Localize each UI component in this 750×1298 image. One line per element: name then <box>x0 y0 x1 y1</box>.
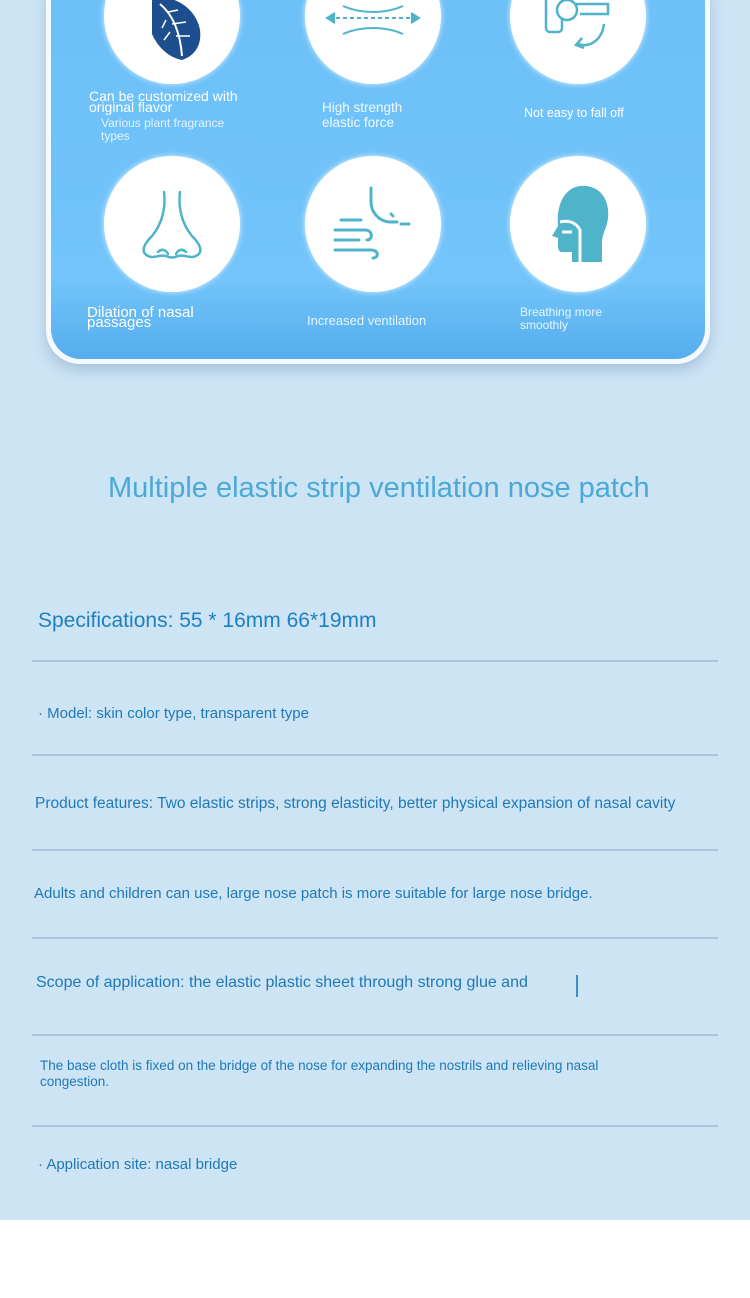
feature-title: Breathing more smoothly <box>520 305 603 332</box>
feature-label-ventilation <box>307 313 467 328</box>
head-profile-icon <box>510 156 646 292</box>
feature-circle-flavor <box>104 0 240 84</box>
airflow-icon <box>305 156 441 292</box>
feature-circle-adhesion <box>510 0 646 84</box>
feature-title: Can be customized with original flavor <box>89 88 238 115</box>
feature-label-elastic <box>322 100 432 130</box>
spec-row-scope: Scope of application: the elastic plastic sheet through strong glue and <box>36 974 528 991</box>
divider <box>32 1034 718 1036</box>
feature-subtitle: Various plant fragrance types <box>101 116 225 143</box>
spec-row-base-cloth: The base cloth is fixed on the bridge of the nose for expanding the nostrils and relieving nasal congestion. <box>40 1058 599 1089</box>
feature-label-adhesion <box>524 106 684 120</box>
feature-circle-nasal <box>104 156 240 292</box>
spec-row-features: Product features: Two elastic strips, strong elasticity, better physical expansion of nasal cavity <box>35 795 676 812</box>
feature-title: Dilation of nasal passages <box>87 304 194 331</box>
feature-title: High strength elastic force <box>322 100 403 130</box>
feature-circle-ventilation <box>305 156 441 292</box>
spec-row-model: · Model: skin color type, transparent type <box>38 705 309 722</box>
nose-icon <box>104 156 240 292</box>
divider <box>32 660 718 662</box>
feature-circle-breathing <box>510 156 646 292</box>
spec-row-users: Adults and children can use, large nose patch is more suitable for large nose bridge. <box>34 885 593 902</box>
elastic-force-icon <box>305 0 441 84</box>
feature-title: Increased ventilation <box>307 313 427 328</box>
feature-label-flavor <box>89 88 259 143</box>
feature-label-breathing <box>520 306 620 332</box>
divider <box>32 937 718 939</box>
spec-row-application-site: · Application site: nasal bridge <box>38 1156 238 1173</box>
patch-rotate-icon <box>510 0 646 84</box>
product-headline: Multiple elastic strip ventilation nose patch <box>108 472 650 504</box>
feature-title: Not easy to fall off <box>524 106 624 120</box>
leaf-icon <box>104 0 240 84</box>
specifications-title: Specifications: 55 * 16mm 66*19mm <box>38 609 377 632</box>
divider <box>32 1125 718 1127</box>
divider <box>32 754 718 756</box>
divider <box>32 849 718 851</box>
feature-label-nasal <box>87 304 227 331</box>
text-cursor <box>576 975 578 997</box>
feature-circle-elastic <box>305 0 441 84</box>
